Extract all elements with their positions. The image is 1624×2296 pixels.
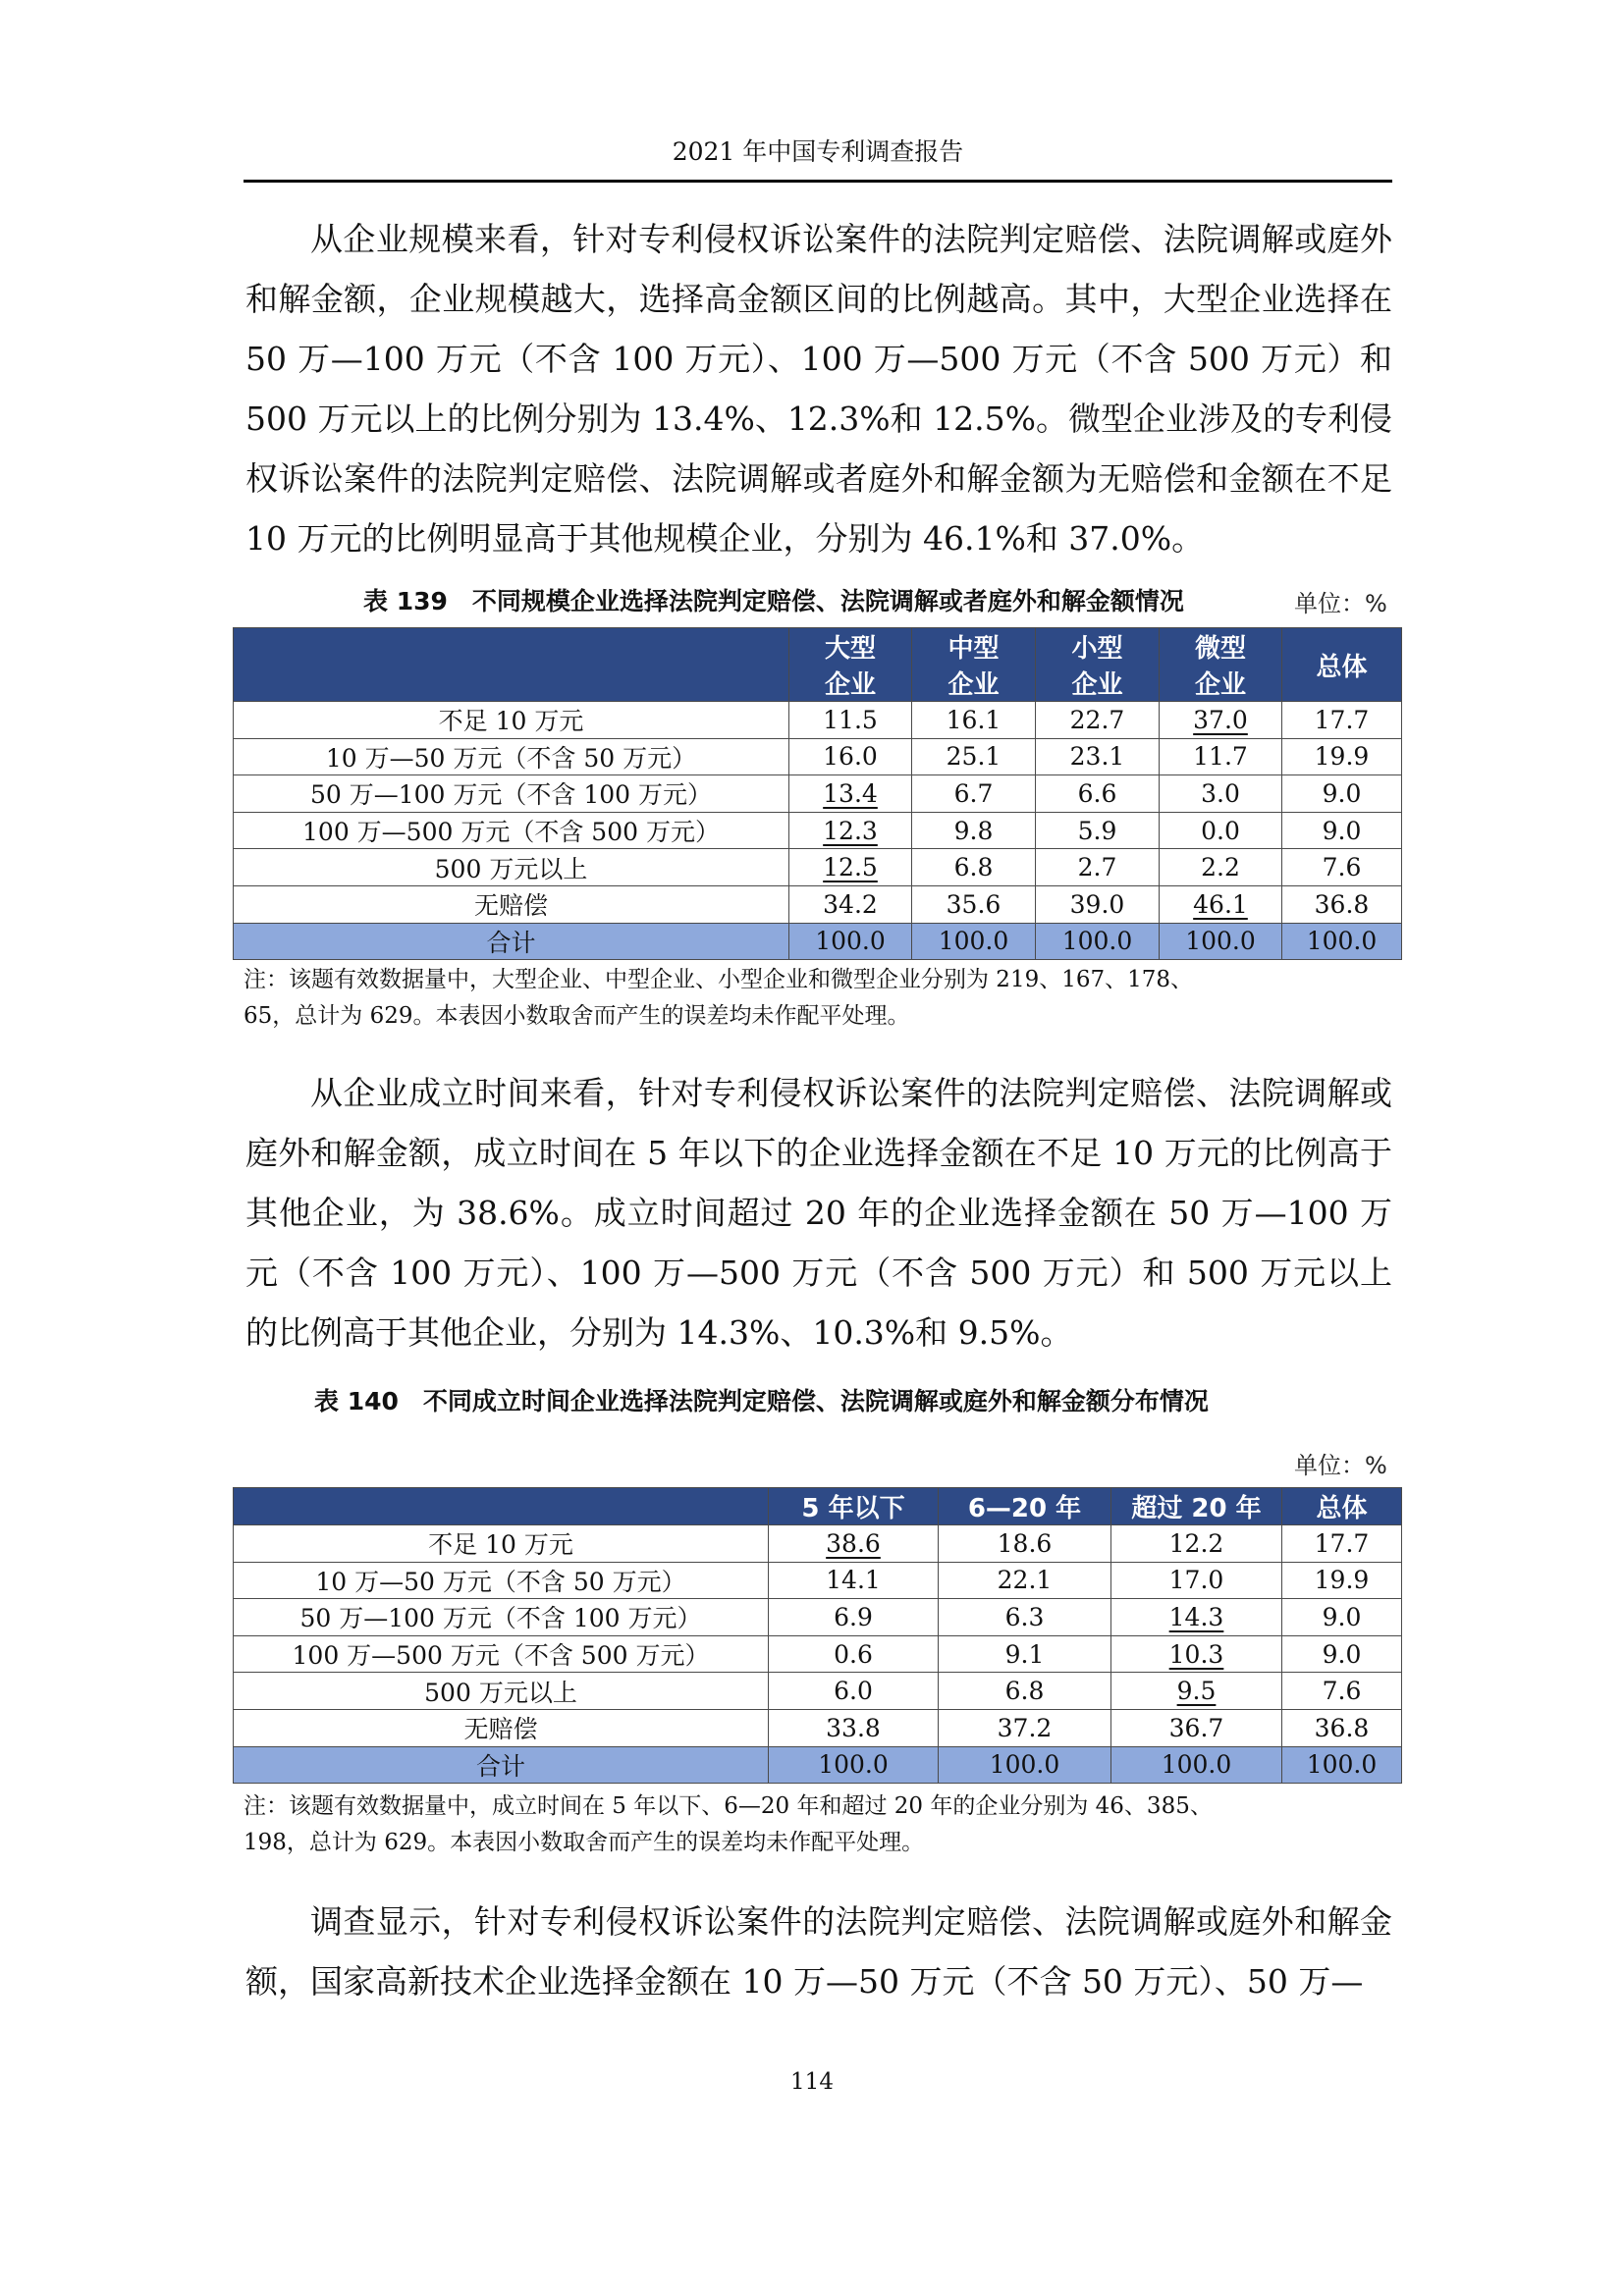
cell: 100.0 — [1282, 923, 1402, 960]
row-label: 100 万—500 万元（不含 500 万元） — [234, 812, 789, 849]
cell: 0.0 — [1160, 812, 1282, 849]
table-140-header-row — [234, 1488, 1402, 1525]
cell: 37.2 — [939, 1709, 1111, 1746]
paragraph-company-size: 从企业规模来看，针对专利侵权诉讼案件的法院判定赔偿、法院调解或庭外和解金额，企业规模越大，选择高金额区间的比例越高。其中，大型企业选择在 50 万—100 万元（不含 100 万元）、100 万—500 万元（不含 500 万元）和 500 万元以上的比例分别为 13.4%、12.3%和 12.5%。微型企业涉及的专利侵权诉讼案件的法院判定赔偿、法院调解或者庭外和解金额为无赔偿和金额在不足 10 万元的比例明显高于其他规模企业，分别为 46.1%和 37.0%。 — [245, 220, 1392, 558]
row-label: 10 万—50 万元（不含 50 万元） — [234, 1562, 769, 1599]
cell: 9.0 — [1282, 775, 1402, 813]
cell: 19.9 — [1282, 1562, 1402, 1599]
cell: 100.0 — [1036, 923, 1160, 960]
cell: 100.0 — [789, 923, 912, 960]
cell-highlighted: 12.5 — [789, 849, 912, 886]
cell: 0.6 — [769, 1635, 939, 1673]
cell: 39.0 — [1036, 885, 1160, 923]
cell-highlighted: 12.3 — [789, 812, 912, 849]
table-139-unit: 单位：% — [1294, 590, 1387, 617]
table-total-row — [234, 1746, 1402, 1784]
table-row — [234, 1562, 1402, 1599]
row-label: 无赔偿 — [234, 1709, 769, 1746]
table-139-note — [244, 962, 1398, 1035]
table-139-header-row — [234, 628, 1402, 702]
header-medium-enterprise: 中型 企业 — [912, 628, 1036, 702]
cell: 23.1 — [1036, 738, 1160, 775]
cell: 6.9 — [769, 1599, 939, 1636]
row-label: 合计 — [234, 1746, 769, 1784]
cell: 6.8 — [912, 849, 1036, 886]
header-under-5-years: 5 年以下 — [769, 1488, 939, 1525]
table-139-caption: 表 139 不同规模企业选择法院判定赔偿、法院调解或者庭外和解金额情况 — [363, 587, 1184, 615]
cell: 6.3 — [939, 1599, 1111, 1636]
table-row — [234, 1599, 1402, 1636]
cell: 2.7 — [1036, 849, 1160, 886]
cell: 14.1 — [769, 1562, 939, 1599]
cell: 33.8 — [769, 1709, 939, 1746]
row-label: 无赔偿 — [234, 885, 789, 923]
row-label: 50 万—100 万元（不含 100 万元） — [234, 775, 789, 813]
row-label: 50 万—100 万元（不含 100 万元） — [234, 1599, 769, 1636]
cell: 17.7 — [1282, 702, 1402, 739]
cell: 16.1 — [912, 702, 1036, 739]
cell-highlighted: 38.6 — [769, 1525, 939, 1563]
table-row — [234, 1673, 1402, 1710]
paragraph-high-tech: 调查显示，针对专利侵权诉讼案件的法院判定赔偿、法院调解或庭外和解金额，国家高新技术企业选择金额在 10 万—50 万元（不含 50 万元）、50 万— — [245, 1902, 1392, 2001]
note-line: 198，总计为 629。本表因小数取舍而产生的误差均未作配平处理。 — [244, 1830, 925, 1855]
cell: 22.7 — [1036, 702, 1160, 739]
cell: 7.6 — [1282, 1673, 1402, 1710]
row-label: 10 万—50 万元（不含 50 万元） — [234, 738, 789, 775]
table-row — [234, 1709, 1402, 1746]
cell: 36.7 — [1111, 1709, 1282, 1746]
table-row — [234, 702, 1402, 739]
cell: 25.1 — [912, 738, 1036, 775]
cell: 2.2 — [1160, 849, 1282, 886]
running-header: 2021 年中国专利调查报告 — [672, 137, 964, 166]
cell: 16.0 — [789, 738, 912, 775]
header-small-enterprise: 小型 企业 — [1036, 628, 1160, 702]
cell-highlighted: 13.4 — [789, 775, 912, 813]
note-line: 注：该题有效数据量中，成立时间在 5 年以下、6—20 年和超过 20 年的企业分别为 46、385、 — [244, 1793, 1213, 1819]
paragraph-establishment-time: 从企业成立时间来看，针对专利侵权诉讼案件的法院判定赔偿、法院调解或庭外和解金额，成立时间在 5 年以下的企业选择金额在不足 10 万元的比例高于其他企业，为 38.6%。成立时间超过 20 年的企业选择金额在 50 万—100 万元（不含 100 万元）、100 万—500 万元（不含 500 万元）和 500 万元以上的比例高于其他企业，分别为 14.3%、10.3%和 9.5%。 — [245, 1074, 1392, 1352]
cell: 11.5 — [789, 702, 912, 739]
table-total-row — [234, 923, 1402, 960]
table-140-note — [244, 1789, 1398, 1861]
cell: 100.0 — [1282, 1746, 1402, 1784]
cell: 35.6 — [912, 885, 1036, 923]
table-140-unit: 单位：% — [1294, 1452, 1387, 1479]
table-140 — [233, 1487, 1402, 1784]
header-6-20-years: 6—20 年 — [939, 1488, 1111, 1525]
cell: 34.2 — [789, 885, 912, 923]
cell: 36.8 — [1282, 1709, 1402, 1746]
cell: 6.6 — [1036, 775, 1160, 813]
note-line: 65，总计为 629。本表因小数取舍而产生的误差均未作配平处理。 — [244, 1003, 910, 1029]
cell: 9.0 — [1282, 1599, 1402, 1636]
header-micro-enterprise: 微型 企业 — [1160, 628, 1282, 702]
row-label: 合计 — [234, 923, 789, 960]
table-row — [234, 738, 1402, 775]
header-over-20-years: 超过 20 年 — [1111, 1488, 1282, 1525]
cell: 6.0 — [769, 1673, 939, 1710]
row-label: 500 万元以上 — [234, 849, 789, 886]
cell: 12.2 — [1111, 1525, 1282, 1563]
cell-highlighted: 10.3 — [1111, 1635, 1282, 1673]
table-row — [234, 885, 1402, 923]
note-line: 注：该题有效数据量中，大型企业、中型企业、小型企业和微型企业分别为 219、167、178、 — [244, 967, 1194, 992]
cell: 11.7 — [1160, 738, 1282, 775]
table-row — [234, 849, 1402, 886]
cell-highlighted: 46.1 — [1160, 885, 1282, 923]
cell: 5.9 — [1036, 812, 1160, 849]
row-label: 100 万—500 万元（不含 500 万元） — [234, 1635, 769, 1673]
table-140-caption: 表 140 不同成立时间企业选择法院判定赔偿、法院调解或庭外和解金额分布情况 — [314, 1387, 1209, 1415]
cell: 36.8 — [1282, 885, 1402, 923]
header-overall: 总体 — [1282, 1488, 1402, 1525]
cell: 100.0 — [1111, 1746, 1282, 1784]
cell: 100.0 — [769, 1746, 939, 1784]
header-rule — [244, 180, 1392, 183]
cell: 7.6 — [1282, 849, 1402, 886]
header-label-cell — [234, 628, 789, 702]
cell: 18.6 — [939, 1525, 1111, 1563]
table-row — [234, 1635, 1402, 1673]
table-139 — [233, 627, 1402, 960]
cell-highlighted: 37.0 — [1160, 702, 1282, 739]
cell: 6.7 — [912, 775, 1036, 813]
cell: 17.7 — [1282, 1525, 1402, 1563]
cell-highlighted: 9.5 — [1111, 1673, 1282, 1710]
row-label: 不足 10 万元 — [234, 1525, 769, 1563]
table-row — [234, 812, 1402, 849]
row-label: 不足 10 万元 — [234, 702, 789, 739]
table-row — [234, 775, 1402, 813]
cell: 9.0 — [1282, 1635, 1402, 1673]
cell: 100.0 — [912, 923, 1036, 960]
cell: 9.8 — [912, 812, 1036, 849]
cell: 100.0 — [1160, 923, 1282, 960]
header-overall: 总体 — [1282, 628, 1402, 702]
cell: 9.1 — [939, 1635, 1111, 1673]
row-label: 500 万元以上 — [234, 1673, 769, 1710]
cell: 100.0 — [939, 1746, 1111, 1784]
cell-highlighted: 14.3 — [1111, 1599, 1282, 1636]
cell: 19.9 — [1282, 738, 1402, 775]
cell: 22.1 — [939, 1562, 1111, 1599]
header-large-enterprise: 大型 企业 — [789, 628, 912, 702]
cell: 3.0 — [1160, 775, 1282, 813]
header-label-cell — [234, 1488, 769, 1525]
cell: 9.0 — [1282, 812, 1402, 849]
table-row — [234, 1525, 1402, 1563]
cell: 17.0 — [1111, 1562, 1282, 1599]
page-number: 114 — [790, 2069, 834, 2095]
cell: 6.8 — [939, 1673, 1111, 1710]
